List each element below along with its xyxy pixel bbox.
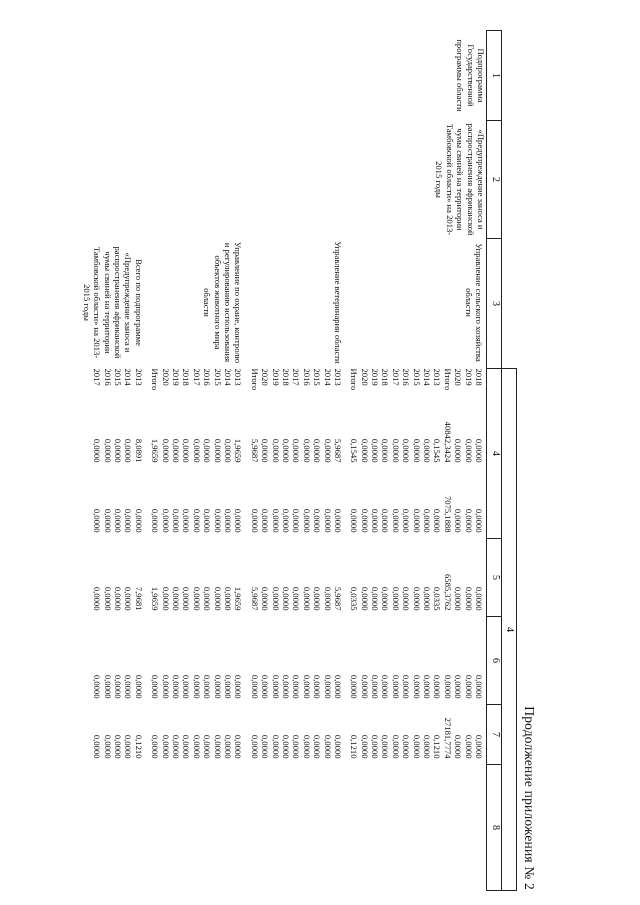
table-row: [359, 369, 369, 763]
value-cell: 0,0000: [280, 438, 291, 463]
year-cell: 2013: [133, 368, 144, 386]
table-row: [260, 369, 270, 763]
value-cell: 0,0000: [202, 734, 213, 759]
value-cell: 0,0000: [332, 734, 343, 759]
value-cell: 0,0000: [422, 674, 433, 699]
year-cell: 2018: [474, 368, 484, 386]
value-cell: 0,0000: [212, 586, 223, 611]
page-title: Продолжение приложения № 2: [522, 706, 537, 890]
value-cell: 0,0000: [191, 586, 202, 611]
value-cell: 0,0000: [123, 674, 134, 699]
value-cell: 0,0000: [249, 674, 260, 699]
value-cell: 0,0000: [113, 438, 124, 463]
blocks-cell: [77, 239, 486, 891]
value-cell: 0,0000: [150, 508, 161, 533]
table-row: [442, 369, 452, 763]
year-cell: 2018: [181, 368, 192, 386]
value-cell: 0,0000: [102, 734, 113, 759]
value-cell: 0,0000: [260, 734, 271, 759]
column-number-row: [487, 31, 502, 891]
value-cell: 0,0000: [249, 508, 260, 533]
col-num-8: 8: [487, 765, 502, 891]
value-cell: 0,0000: [401, 586, 412, 611]
value-cell: 0,0000: [181, 586, 192, 611]
value-cell: 1,9659: [233, 438, 244, 463]
year-cell: Итого: [249, 368, 260, 391]
value-cell: 0,0000: [212, 508, 223, 533]
value-cell: 0,0000: [411, 438, 422, 463]
value-cell: 0,0000: [150, 734, 161, 759]
value-cell: 0,0000: [92, 438, 103, 463]
year-cell: 2019: [370, 368, 381, 386]
value-cell: 0,0000: [160, 674, 171, 699]
year-cell: 2018: [380, 368, 391, 386]
value-cell: 0,0000: [411, 508, 422, 533]
value-cell: 8,0891: [133, 438, 144, 463]
value-cell: 7,9681: [133, 586, 144, 611]
value-cell: 0,0000: [370, 734, 381, 759]
value-cell: 0,0000: [280, 508, 291, 533]
value-cell: 0,0000: [212, 438, 223, 463]
values-grid: [81, 369, 145, 763]
table-row: [223, 369, 233, 763]
value-cell: 0,0000: [270, 508, 281, 533]
year-cell: 2015: [212, 368, 223, 386]
year-cell: 2016: [301, 368, 312, 386]
value-cell: 0,0000: [160, 734, 171, 759]
value-cell: 0,0000: [453, 508, 464, 533]
table-row: [181, 369, 191, 763]
value-cell: 0,0000: [181, 438, 192, 463]
year-cell: 2016: [102, 368, 113, 386]
value-cell: 0,0000: [359, 586, 370, 611]
value-cell: 0,0000: [380, 674, 391, 699]
value-cell: 0,0000: [332, 508, 343, 533]
value-cell: 0,0000: [301, 438, 312, 463]
value-cell: 0,0000: [133, 508, 144, 533]
table-row: [453, 369, 463, 763]
value-cell: 0,0000: [401, 674, 412, 699]
value-cell: 0,0000: [453, 734, 464, 759]
value-cell: 0,0000: [301, 734, 312, 759]
year-cell: 2019: [171, 368, 182, 386]
executor-name: Управление ветеринарии области: [332, 241, 343, 364]
value-cell: 0,0000: [270, 674, 281, 699]
value-cell: 1,9659: [233, 586, 244, 611]
value-cell: 0,0000: [150, 674, 161, 699]
value-cell: 0,0000: [453, 438, 464, 463]
table-row: [322, 369, 332, 763]
value-cell: 0,0000: [202, 438, 213, 463]
value-cell: 0,0000: [233, 734, 244, 759]
year-cell: 2020: [260, 368, 271, 386]
value-cell: 0,0000: [411, 734, 422, 759]
value-cell: 0,0000: [380, 508, 391, 533]
table-row: [123, 369, 133, 763]
value-cell: 0,0000: [191, 734, 202, 759]
value-cell: 0,0000: [322, 674, 333, 699]
value-cell: 0,0000: [202, 508, 213, 533]
value-cell: 0,0000: [212, 734, 223, 759]
value-cell: 0,0000: [322, 586, 333, 611]
value-cell: 0,0000: [171, 438, 182, 463]
value-cell: 0,0000: [202, 674, 213, 699]
value-cell: 0,0000: [322, 438, 333, 463]
value-cell: 0,0000: [463, 674, 474, 699]
executor-name: Управление сельского хозяйства области: [463, 243, 484, 362]
col-num-1: 1: [487, 31, 502, 121]
value-cell: 0,0000: [453, 674, 464, 699]
table-row: [380, 369, 390, 763]
year-cell: 2019: [270, 368, 281, 386]
value-cell: 0,0000: [370, 674, 381, 699]
value-cell: 0,0000: [291, 438, 302, 463]
value-cell: 0,0000: [92, 508, 103, 533]
value-cell: 0,1210: [133, 734, 144, 759]
year-cell: 2016: [401, 368, 412, 386]
value-cell: 0,0000: [191, 674, 202, 699]
value-cell: 0,0000: [359, 734, 370, 759]
value-cell: 0,0000: [422, 438, 433, 463]
value-cell: 0,0000: [223, 734, 234, 759]
value-cell: 0,1545: [432, 438, 443, 463]
col-num-7: 7: [487, 705, 502, 765]
year-cell: 2013: [332, 368, 343, 386]
value-cell: 0,0000: [370, 508, 381, 533]
table-row: [249, 369, 259, 763]
value-cell: 0,0000: [270, 734, 281, 759]
value-cell: 0,0000: [463, 586, 474, 611]
value-cell: 0,0000: [223, 586, 234, 611]
value-cell: 0,0000: [113, 586, 124, 611]
value-cell: 0,0000: [113, 508, 124, 533]
subprogram-label: Подпрограмма Государственной программы области: [455, 39, 486, 112]
value-cell: 0,0335: [349, 586, 360, 611]
value-cell: 1,9659: [150, 586, 161, 611]
value-cell: 0,0000: [442, 674, 453, 699]
value-cell: 0,1545: [349, 438, 360, 463]
value-cell: 0,0000: [370, 438, 381, 463]
subprogram-name: «Предупреждение заноса и распространения африканской чумы свиней на территории Тамбовской области» на 2013-2015 годы: [434, 123, 486, 236]
value-cell: 0,0000: [432, 674, 443, 699]
table-row: [191, 369, 201, 763]
value-cell: 0,0000: [223, 508, 234, 533]
year-cell: 2016: [202, 368, 213, 386]
value-cell: 0,0000: [411, 586, 422, 611]
value-cell: 0,0000: [280, 586, 291, 611]
value-cell: 0,0000: [463, 508, 474, 533]
table-row: [474, 369, 484, 763]
value-cell: 0,0000: [312, 438, 323, 463]
year-cell: 2013: [432, 368, 443, 386]
value-cell: 0,0000: [474, 586, 484, 611]
year-cell: 2019: [463, 368, 474, 386]
value-cell: 0,0000: [301, 508, 312, 533]
executor-block: [349, 239, 486, 891]
value-cell: 0,0000: [92, 586, 103, 611]
value-cell: 0,0000: [390, 586, 401, 611]
value-cell: 0,0000: [312, 586, 323, 611]
year-cell: 2017: [390, 368, 401, 386]
value-cell: 0,0000: [92, 674, 103, 699]
value-cell: 0,0000: [160, 438, 171, 463]
table-row: [422, 369, 432, 763]
table-row: [281, 369, 291, 763]
value-cell: 0,0000: [390, 674, 401, 699]
rotated-page: [65, 30, 545, 890]
value-cell: 0,0000: [123, 438, 134, 463]
table-row: [171, 369, 181, 763]
table-row: [92, 369, 102, 763]
value-cell: 0,0000: [223, 674, 234, 699]
value-cell: 0,0000: [474, 508, 484, 533]
value-cell: 0,0000: [291, 734, 302, 759]
value-cell: 0,0000: [102, 586, 113, 611]
value-cell: 0,0000: [359, 674, 370, 699]
value-cell: 0,0000: [160, 586, 171, 611]
table-row: [463, 369, 473, 763]
value-cell: 5,9687: [332, 438, 343, 463]
value-cell: 0,1210: [349, 734, 360, 759]
value-cell: 0,0000: [474, 438, 484, 463]
value-cell: 0,0000: [359, 508, 370, 533]
table-row: [301, 369, 311, 763]
subprogram-name-cell: [77, 121, 486, 239]
executor-name: Всего по подпрограмме «Предупреждение заноса и распространения африканской чумы свиней на территории Тамбовской области» на 2013-2015 годы: [81, 246, 144, 359]
col-num-4: 4: [487, 369, 502, 539]
value-cell: 0,0000: [291, 674, 302, 699]
value-cell: 0,0000: [260, 674, 271, 699]
year-cell: 2014: [322, 368, 333, 386]
value-cell: 1,9659: [150, 438, 161, 463]
value-cell: 0,0335: [432, 586, 443, 611]
value-cell: 0,0000: [123, 586, 134, 611]
value-cell: 0,0000: [191, 508, 202, 533]
value-cell: 0,0000: [301, 586, 312, 611]
executor-name: Управление по охране, контролю и регулированию использования объектов животного мира области: [202, 241, 244, 364]
values-grid: [349, 369, 486, 763]
value-cell: 0,0000: [463, 438, 474, 463]
table-row: [370, 369, 380, 763]
year-cell: Итого: [150, 368, 161, 391]
value-cell: 0,0000: [390, 734, 401, 759]
value-cell: 0,0000: [370, 586, 381, 611]
value-cell: 0,0000: [422, 586, 433, 611]
value-cell: 0,0000: [291, 586, 302, 611]
value-cell: 0,0000: [181, 508, 192, 533]
values-grid: [150, 369, 246, 763]
values-grid: [249, 369, 345, 763]
value-cell: 0,0000: [113, 674, 124, 699]
year-cell: 2020: [359, 368, 370, 386]
table-row: [270, 369, 280, 763]
table-row: [401, 369, 411, 763]
value-cell: 0,0000: [181, 734, 192, 759]
value-cell: 0,0000: [422, 734, 433, 759]
value-cell: 0,0000: [249, 734, 260, 759]
value-cell: 0,0000: [123, 734, 134, 759]
value-cell: 7075,1888: [442, 495, 453, 533]
value-cell: 0,0000: [260, 508, 271, 533]
value-cell: 0,0000: [233, 674, 244, 699]
table-row: [349, 369, 359, 763]
year-cell: 2020: [453, 368, 464, 386]
year-cell: 2017: [191, 368, 202, 386]
year-cell: 2020: [160, 368, 171, 386]
value-cell: 5,9687: [249, 586, 260, 611]
table-row: [312, 369, 322, 763]
value-cell: 0,0000: [291, 508, 302, 533]
value-cell: 0,0000: [390, 438, 401, 463]
value-cell: 0,0000: [171, 674, 182, 699]
value-cell: 0,0000: [422, 508, 433, 533]
executor-blocks: [81, 239, 486, 891]
value-cell: 0,0000: [92, 734, 103, 759]
value-cell: 0,0000: [453, 586, 464, 611]
value-cell: 0,0000: [474, 734, 484, 759]
value-cell: 0,0000: [123, 508, 134, 533]
budget-table: [77, 30, 517, 891]
value-cell: 0,0000: [102, 438, 113, 463]
table-row: [390, 369, 400, 763]
value-cell: 0,0000: [171, 508, 182, 533]
value-cell: 0,0000: [301, 674, 312, 699]
value-cell: 0,0000: [102, 508, 113, 533]
value-cell: 0,0000: [463, 734, 474, 759]
value-cell: 0,0000: [312, 734, 323, 759]
year-cell: 2013: [233, 368, 244, 386]
value-cell: 0,0000: [401, 508, 412, 533]
year-cell: 2014: [422, 368, 433, 386]
value-cell: 0,0000: [233, 508, 244, 533]
year-cell: 2015: [113, 368, 124, 386]
value-cell: 0,0000: [113, 734, 124, 759]
header-group-label: 4: [502, 369, 517, 891]
value-cell: 0,0000: [223, 438, 234, 463]
year-cell: 2018: [280, 368, 291, 386]
year-cell: 2014: [123, 368, 134, 386]
table-row: [134, 369, 144, 763]
value-cell: 27181,7774: [442, 717, 453, 759]
value-cell: 0,0000: [171, 586, 182, 611]
value-cell: 0,0000: [390, 508, 401, 533]
value-cell: 0,0000: [380, 586, 391, 611]
year-cell: 2017: [92, 368, 103, 386]
year-cell: Итого: [349, 368, 360, 391]
executor-block: [150, 239, 246, 891]
value-cell: 0,0000: [260, 438, 271, 463]
table-row: [102, 369, 112, 763]
value-cell: 6585,3762: [442, 573, 453, 611]
col-num-5: 5: [487, 539, 502, 617]
executor-block: [81, 239, 145, 891]
table-row: [150, 369, 160, 763]
value-cell: 0,0000: [270, 586, 281, 611]
value-cell: 0,0000: [202, 586, 213, 611]
value-cell: 0,0000: [181, 674, 192, 699]
value-cell: 0,0000: [349, 674, 360, 699]
value-cell: 40842,3424: [442, 421, 453, 463]
value-cell: 0,0000: [280, 734, 291, 759]
subprogram-label-cell: [77, 31, 486, 121]
table-row: [160, 369, 170, 763]
value-cell: 0,0000: [102, 674, 113, 699]
year-cell: 2015: [411, 368, 422, 386]
col-num-3: 3: [487, 239, 502, 369]
table-row: [212, 369, 222, 763]
value-cell: 0,0000: [359, 438, 370, 463]
value-cell: 5,9687: [332, 586, 343, 611]
table-row: [291, 369, 301, 763]
value-cell: 0,0000: [332, 674, 343, 699]
value-cell: 0,0000: [160, 508, 171, 533]
value-cell: 0,0000: [260, 586, 271, 611]
value-cell: 0,0000: [171, 734, 182, 759]
col-num-2: 2: [487, 121, 502, 239]
year-cell: 2015: [312, 368, 323, 386]
value-cell: 0,0000: [432, 508, 443, 533]
table-row: [411, 369, 421, 763]
table-row: [333, 369, 343, 763]
table-row: [113, 369, 123, 763]
table-row: [432, 369, 442, 763]
value-cell: 0,0000: [212, 674, 223, 699]
value-cell: 0,0000: [401, 438, 412, 463]
year-cell: Итого: [442, 368, 453, 391]
value-cell: 0,0000: [380, 734, 391, 759]
value-cell: 0,0000: [133, 674, 144, 699]
value-cell: 0,1210: [432, 734, 443, 759]
table-row: [202, 369, 212, 763]
value-cell: 0,0000: [349, 508, 360, 533]
table-container: [77, 30, 517, 890]
year-cell: 2014: [223, 368, 234, 386]
value-cell: 5,9687: [249, 438, 260, 463]
value-cell: 0,0000: [280, 674, 291, 699]
executor-block: [249, 239, 345, 891]
year-cell: 2017: [291, 368, 302, 386]
table-row: [233, 369, 243, 763]
value-cell: 0,0000: [270, 438, 281, 463]
value-cell: 0,0000: [322, 734, 333, 759]
value-cell: 0,0000: [312, 508, 323, 533]
value-cell: 0,0000: [380, 438, 391, 463]
value-cell: 0,0000: [191, 438, 202, 463]
col-num-6: 6: [487, 617, 502, 705]
value-cell: 0,0000: [411, 674, 422, 699]
value-cell: 0,0000: [474, 674, 484, 699]
value-cell: 0,0000: [312, 674, 323, 699]
value-cell: 0,0000: [401, 734, 412, 759]
value-cell: 0,0000: [322, 508, 333, 533]
